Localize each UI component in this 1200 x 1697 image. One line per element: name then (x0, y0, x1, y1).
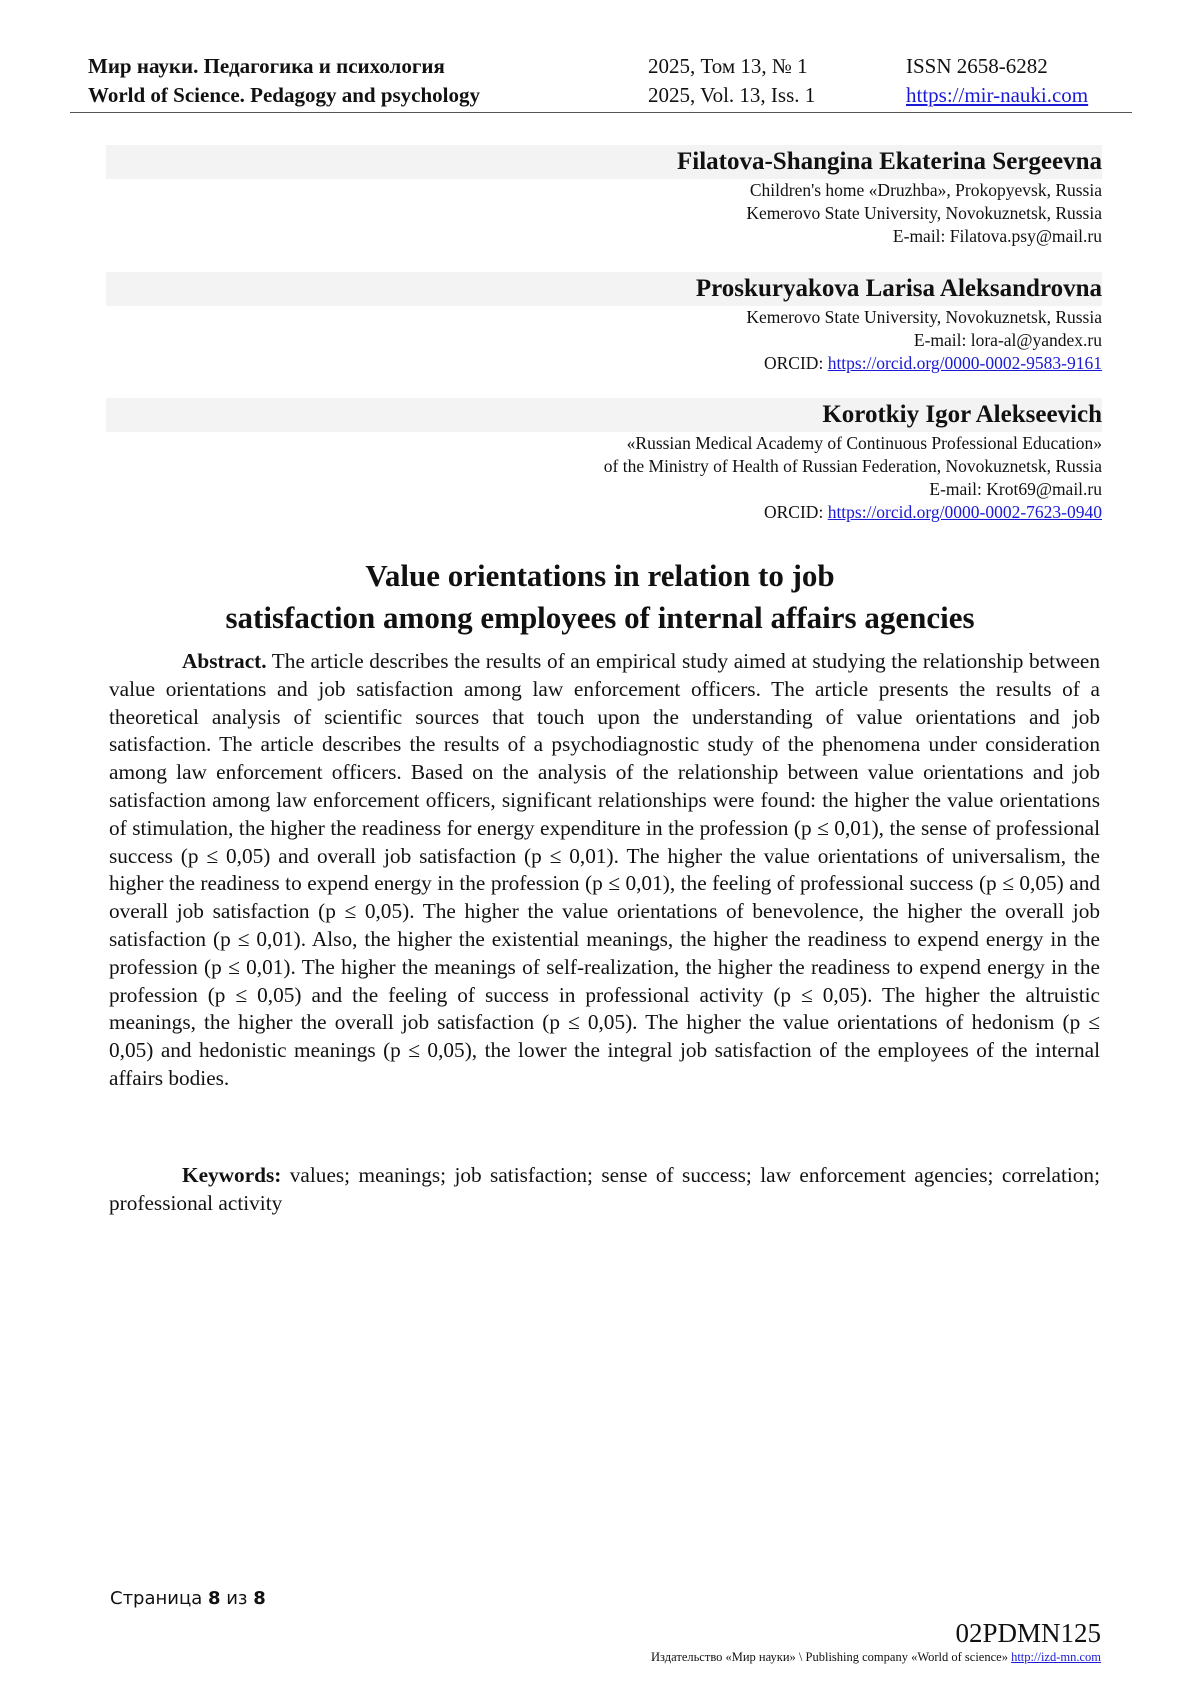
abstract (109, 648, 1100, 1093)
author-affiliation: Children's home «Druzhba», Prokopyevsk, Russia (749, 180, 1102, 200)
page-separator: из (220, 1588, 254, 1609)
orcid-link[interactable]: https://orcid.org/0000-0002-7623-0940 (827, 502, 1102, 522)
article-title (80, 555, 1120, 639)
page-prefix: Страница (110, 1588, 208, 1609)
author-name: Korotkiy Igor Alekseevich (822, 401, 1102, 428)
issn-info (906, 52, 1088, 110)
author-affiliation: «Russian Medical Academy of Continuous Professional Education» (626, 433, 1102, 453)
keywords-label: Keywords: (182, 1163, 282, 1187)
keywords-text: values; meanings; job satisfaction; sense of success; law enforcement agencies; correlation; professional activity (109, 1163, 1100, 1215)
volume-info (648, 52, 815, 110)
author-name-bar (106, 398, 1102, 432)
page-current: 8 (207, 1588, 221, 1609)
author-block-2 (106, 272, 1102, 375)
author-orcid (106, 501, 1102, 524)
header-divider (70, 112, 1132, 113)
author-block-3 (106, 398, 1102, 524)
page-counter (110, 1588, 266, 1609)
author-name: Proskuryakova Larisa Aleksandrovna (695, 275, 1102, 302)
orcid-label: ORCID: (764, 353, 828, 373)
author-orcid (106, 352, 1102, 375)
author-name: Filatova-Shangina Ekaterina Sergeevna (676, 148, 1102, 175)
author-email: E-mail: Filatova.psy@mail.ru (892, 226, 1102, 246)
author-name-bar (106, 145, 1102, 179)
journal-title (88, 52, 480, 110)
author-affiliation: Kemerovo State University, Novokuznetsk, Russia (746, 307, 1102, 327)
page-total: 8 (253, 1588, 266, 1609)
abstract-label: Abstract. (182, 649, 267, 673)
journal-title-en: World of Science. Pedagogy and psychology (88, 83, 481, 107)
issn: ISSN 2658-6282 (906, 54, 1048, 78)
article-title-line-2: satisfaction among employees of internal affairs agencies (225, 600, 975, 635)
volume-en: 2025, Vol. 13, Iss. 1 (648, 83, 816, 107)
orcid-label: ORCID: (764, 502, 828, 522)
author-block-1 (106, 145, 1102, 248)
article-title-line-1: Value orientations in relation to job (365, 558, 835, 593)
author-affiliation: Kemerovo State University, Novokuznetsk, Russia (746, 203, 1102, 223)
author-email: E-mail: lora-al@yandex.ru (913, 330, 1102, 350)
orcid-link[interactable]: https://orcid.org/0000-0002-9583-9161 (827, 353, 1102, 373)
author-name-bar (106, 272, 1102, 306)
publisher-text: Издательство «Мир науки» \ Publishing company «World of science» (651, 1650, 1012, 1664)
publisher-link[interactable]: http://izd-mn.com (1011, 1650, 1101, 1664)
author-affiliation: of the Ministry of Health of Russian Federation, Novokuznetsk, Russia (603, 456, 1102, 476)
volume-ru: 2025, Том 13, № 1 (648, 54, 808, 78)
author-email: E-mail: Krot69@mail.ru (929, 479, 1102, 499)
keywords (109, 1162, 1100, 1218)
abstract-text: The article describes the results of an empirical study aimed at studying the relationship between value orientations and job satisfaction among law enforcement officers. The article presents the results of a theoretical analysis of scientific sources that touch upon the understanding of value orientations and job satisfaction. The article describes the results of a psychodiagnostic study of the phenomena under consideration among law enforcement officers. Based on the analysis of the relationship between value orientations and job satisfaction among law enforcement officers, significant relationships were found: the higher the value orientations of stimulation, the higher the readiness for energy expenditure in the profession (p ≤ 0,01), the sense of professional success (p ≤ 0,05) and overall job satisfaction (p ≤ 0,01). The higher the value orientations of universalism, the higher the readiness to expend energy in the profession (p ≤ 0,01), the feeling of professional success (p ≤ 0,05) and overall job satisfaction (p ≤ 0,05). The higher the value orientations of benevolence, the higher the overall job satisfaction (p ≤ 0,01). Also, the higher the existential meanings, the higher the readiness to expend energy in the profession (p ≤ 0,01). The higher the meanings of self-realization, the higher the readiness to expend energy in the profession (p ≤ 0,05) and the feeling of success in professional activity (p ≤ 0,05). The higher the altruistic meanings, the higher the overall job satisfaction (p ≤ 0,05). The higher the value orientations of hedonism (p ≤ 0,05) and hedonistic meanings (p ≤ 0,05), the lower the integral job satisfaction of the employees of the internal affairs bodies. (109, 649, 1100, 1090)
journal-site-link[interactable]: https://mir-nauki.com (906, 83, 1089, 107)
journal-title-ru: Мир науки. Педагогика и психология (88, 54, 445, 78)
publisher-line (651, 1650, 1101, 1665)
article-code: 02PDMN125 (955, 1618, 1101, 1648)
